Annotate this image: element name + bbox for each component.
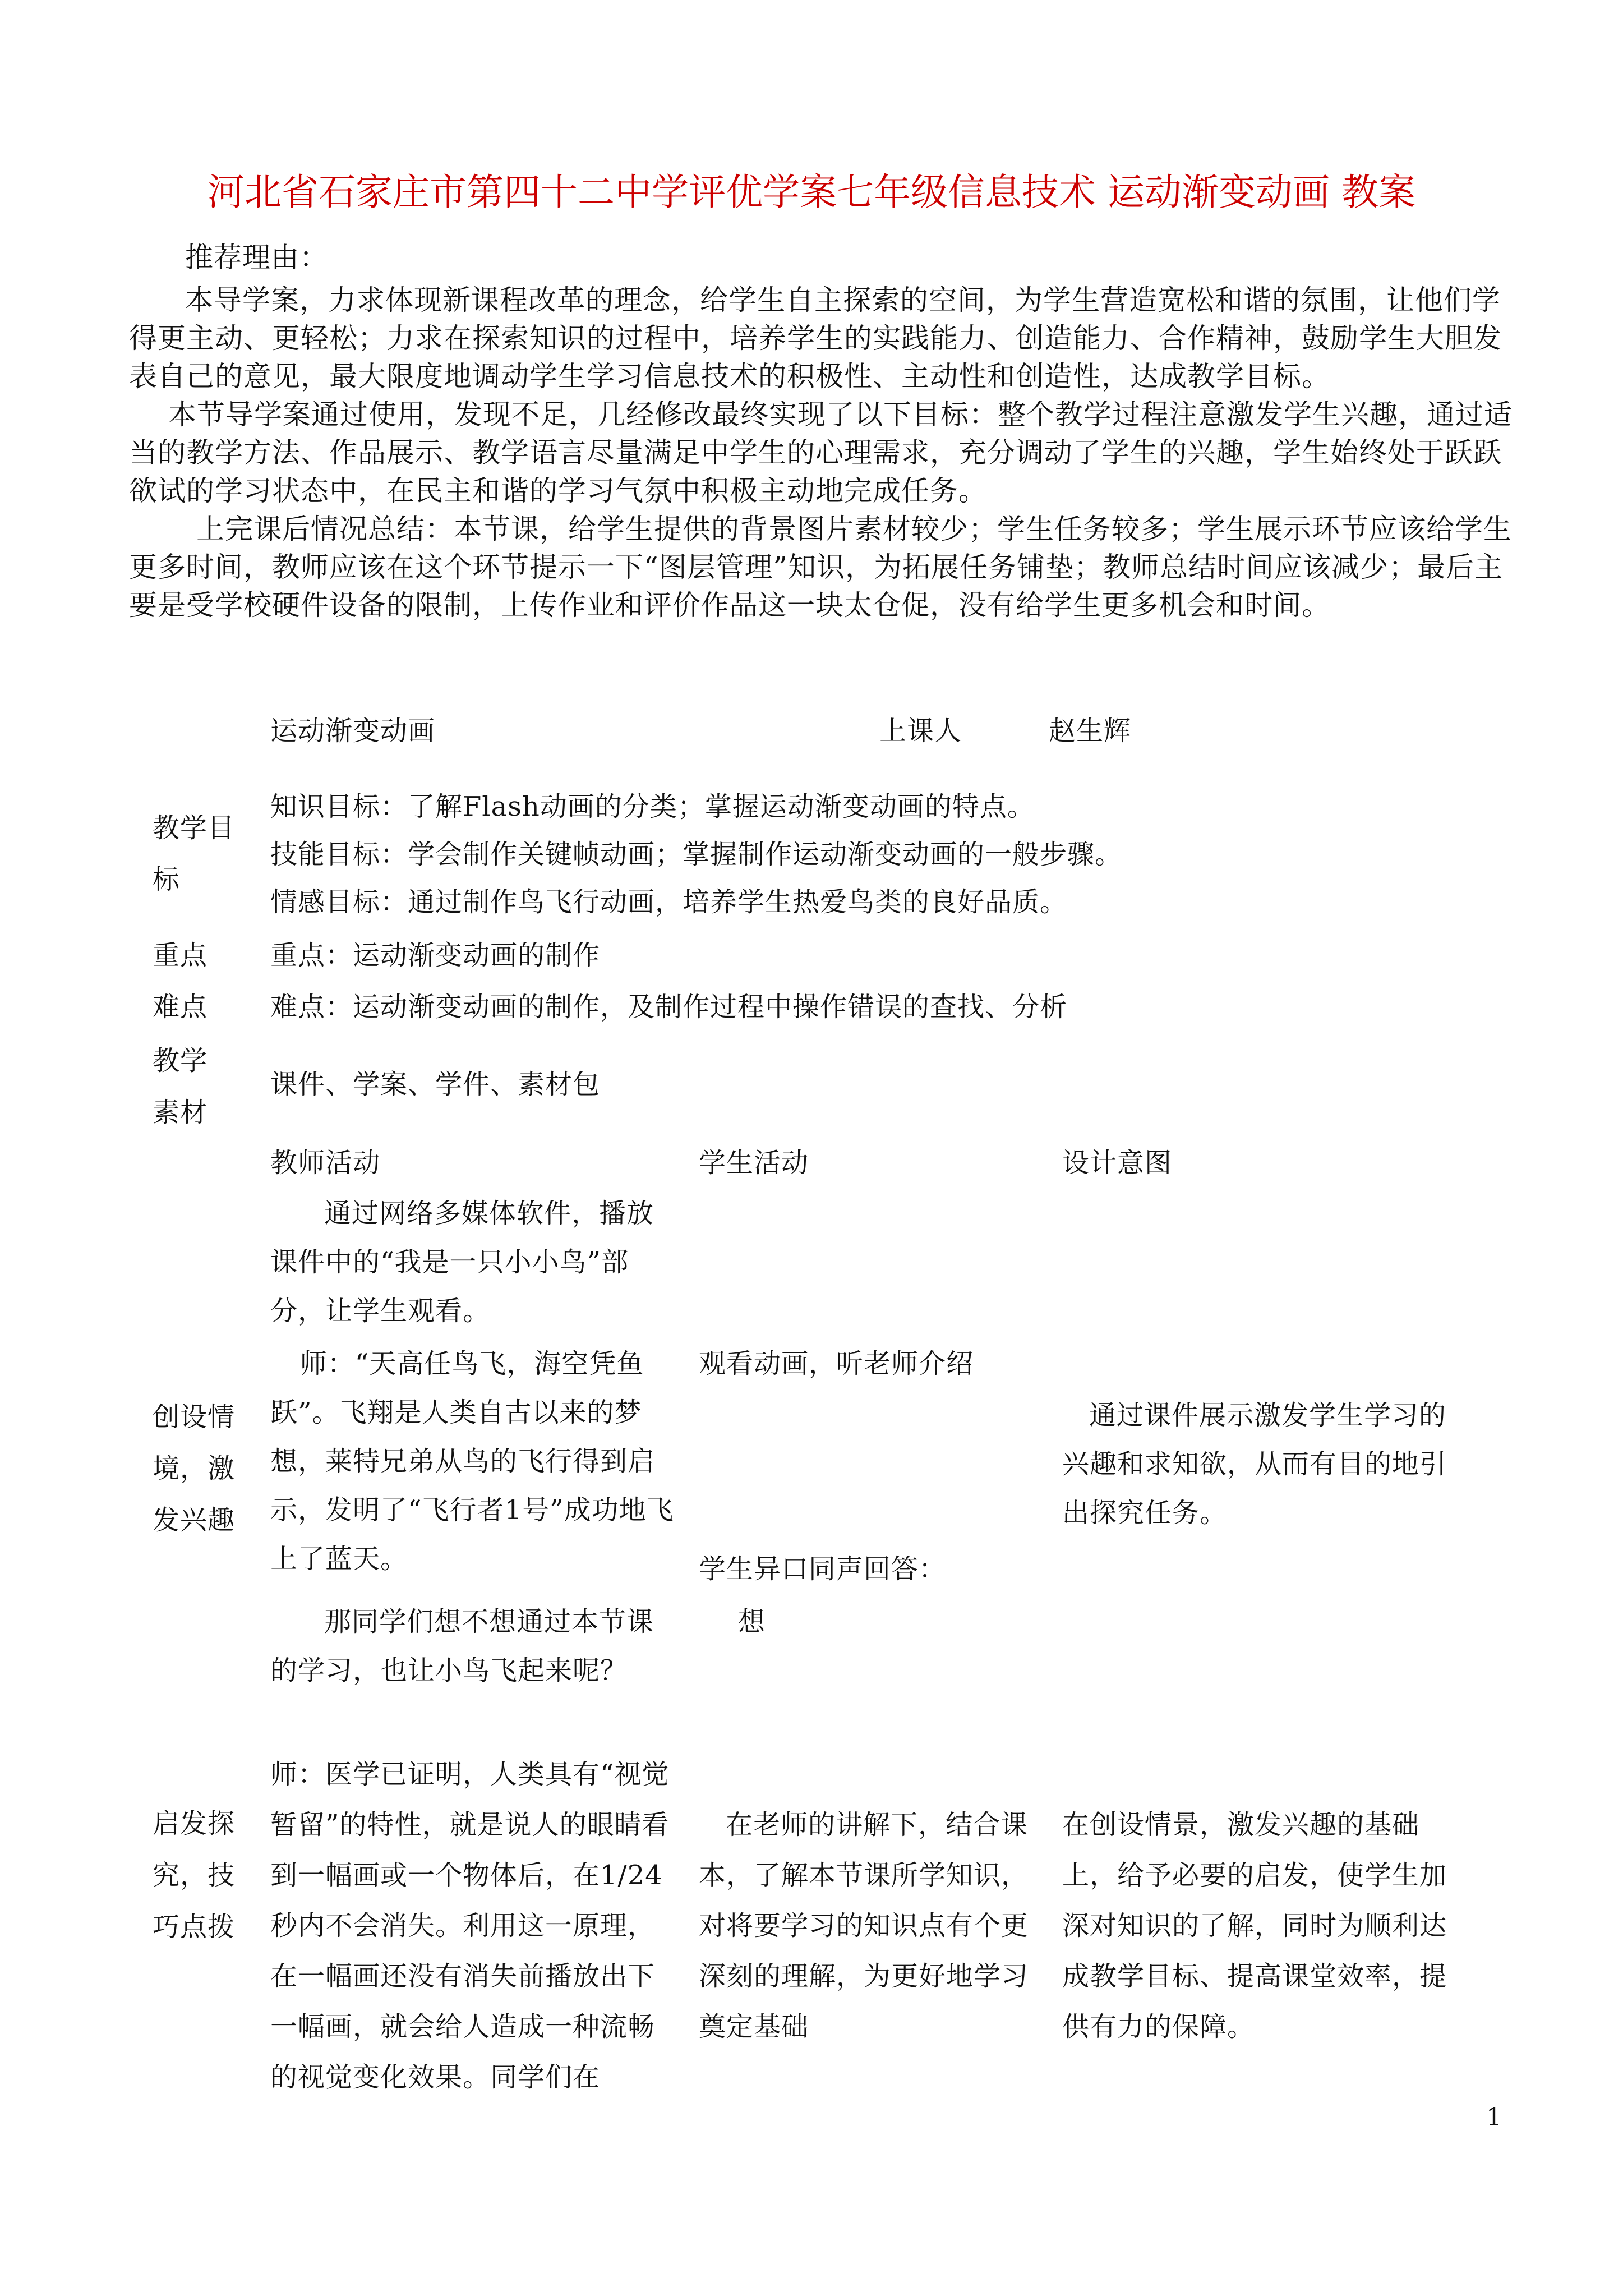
column-student-activity: 学生活动: [699, 1147, 809, 1179]
skill-objective: 技能目标：学会制作关键帧动画；掌握制作运动渐变动画的一般步骤。: [270, 839, 1123, 870]
stage2-label: 启发探究，技巧点拨: [153, 1808, 236, 1943]
stage1-teacher-paragraph-1: 通过网络多媒体软件，播放课件中的“我是一只小小鸟”部分，让学生观看。: [270, 1198, 654, 1327]
key-point: 重点：运动渐变动画的制作: [270, 940, 601, 971]
stage1-label: 创设情境，激发兴趣: [153, 1401, 236, 1536]
stage1-student-paragraph-3: 想: [738, 1606, 766, 1637]
stage2-teacher-activity: 师：医学已证明，人类具有“视觉暂留”的特性，就是说人的眼睛看到一幅画或一个物体后，在1/24秒内不会消失。利用这一原理，在一幅画还没有消失前播放出下一幅画，就会给人造成一种流畅的视觉变化效果。同学们在: [270, 1759, 670, 2093]
emotion-objective: 情感目标：通过制作鸟飞行动画，培养学生热爱鸟类的良好品质。: [270, 886, 1068, 918]
stage2-design-intent: 在创设情景，激发兴趣的基础上，给予必要的启发，使学生加深对知识的了解，同时为顺利达成教学目标、提高课堂效率，提供有力的保障。: [1062, 1809, 1447, 2042]
stage1-teacher-paragraph-3: 那同学们想不想通过本节课的学习，也让小鸟飞起来呢？: [270, 1606, 654, 1686]
difficult-point: 难点：运动渐变动画的制作，及制作过程中操作错误的查找、分析: [270, 991, 1068, 1023]
key-point-label: 重点: [153, 940, 208, 971]
knowledge-objective: 知识目标：了解Flash动画的分类；掌握运动渐变动画的特点。: [270, 791, 1035, 822]
materials-content: 课件、学案、学件、素材包: [270, 1069, 601, 1100]
stage1-student-paragraph-2: 学生异口同声回答：: [699, 1553, 947, 1585]
stage2-student-activity: 在老师的讲解下，结合课本，了解本节课所学知识，对将要学习的知识点有个更深刻的理解，为更好地学习奠定基础: [699, 1809, 1029, 2042]
stage1-student-paragraph-1: 观看动画，听老师介绍: [699, 1348, 974, 1379]
page-title: 河北省石家庄市第四十二中学评优学案七年级信息技术 运动渐变动画 教案: [208, 171, 1415, 214]
teacher-label: 上课人: [879, 715, 962, 747]
lesson-topic: 运动渐变动画: [270, 715, 436, 747]
stage1-teacher-paragraph-2: 师：“天高任鸟飞，海空凭鱼跃”。飞翔是人类自古以来的梦想，莱特兄弟从鸟的飞行得到启示，发明了“飞行者1号”成功地飞上了蓝天。: [270, 1348, 674, 1575]
intro-paragraph-3: 上完课后情况总结：本节课，给学生提供的背景图片素材较少；学生任务较多；学生展示环节应该给学生更多时间，教师应该在这个环节提示一下“图层管理”知识，为拓展任务铺垫；教师总结时间应该减少；最后主要是受学校硬件设备的限制，上传作业和评价作品这一块太仓促，没有给学生更多机会和时间。: [129, 513, 1512, 622]
stage1-design-intent: 通过课件展示激发学生学习的兴趣和求知欲，从而有目的地引出探究任务。: [1062, 1400, 1447, 1529]
difficult-point-label: 难点: [153, 991, 208, 1023]
reason-label: 推荐理由：: [185, 241, 328, 274]
intro-paragraph-1: 本导学案，力求体现新课程改革的理念，给学生自主探索的空间，为学生营造宽松和谐的氛围，让他们学得更主动、更轻松；力求在探索知识的过程中，培养学生的实践能力、创造能力、合作精神，鼓励学生大胆发表自己的意见，最大限度地调动学生学习信息技术的积极性、主动性和创造性，达成教学目标。: [129, 284, 1502, 393]
column-teacher-activity: 教师活动: [270, 1147, 381, 1179]
intro-paragraph-2: 本节导学案通过使用，发现不足，几经修改最终实现了以下目标：整个教学过程注意激发学生兴趣，通过适当的教学方法、作品展示、教学语言尽量满足中学生的心理需求，充分调动了学生的兴趣，学生始终处于跃跃欲试的学习状态中，在民主和谐的学习气氛中积极主动地完成任务。: [129, 398, 1513, 507]
page-number: 1: [1486, 2103, 1502, 2132]
column-design-intent: 设计意图: [1062, 1147, 1173, 1179]
objectives-label: 教学目标: [153, 812, 236, 895]
materials-label: 教学素材: [153, 1045, 208, 1128]
teacher-name: 赵生辉: [1049, 715, 1132, 747]
